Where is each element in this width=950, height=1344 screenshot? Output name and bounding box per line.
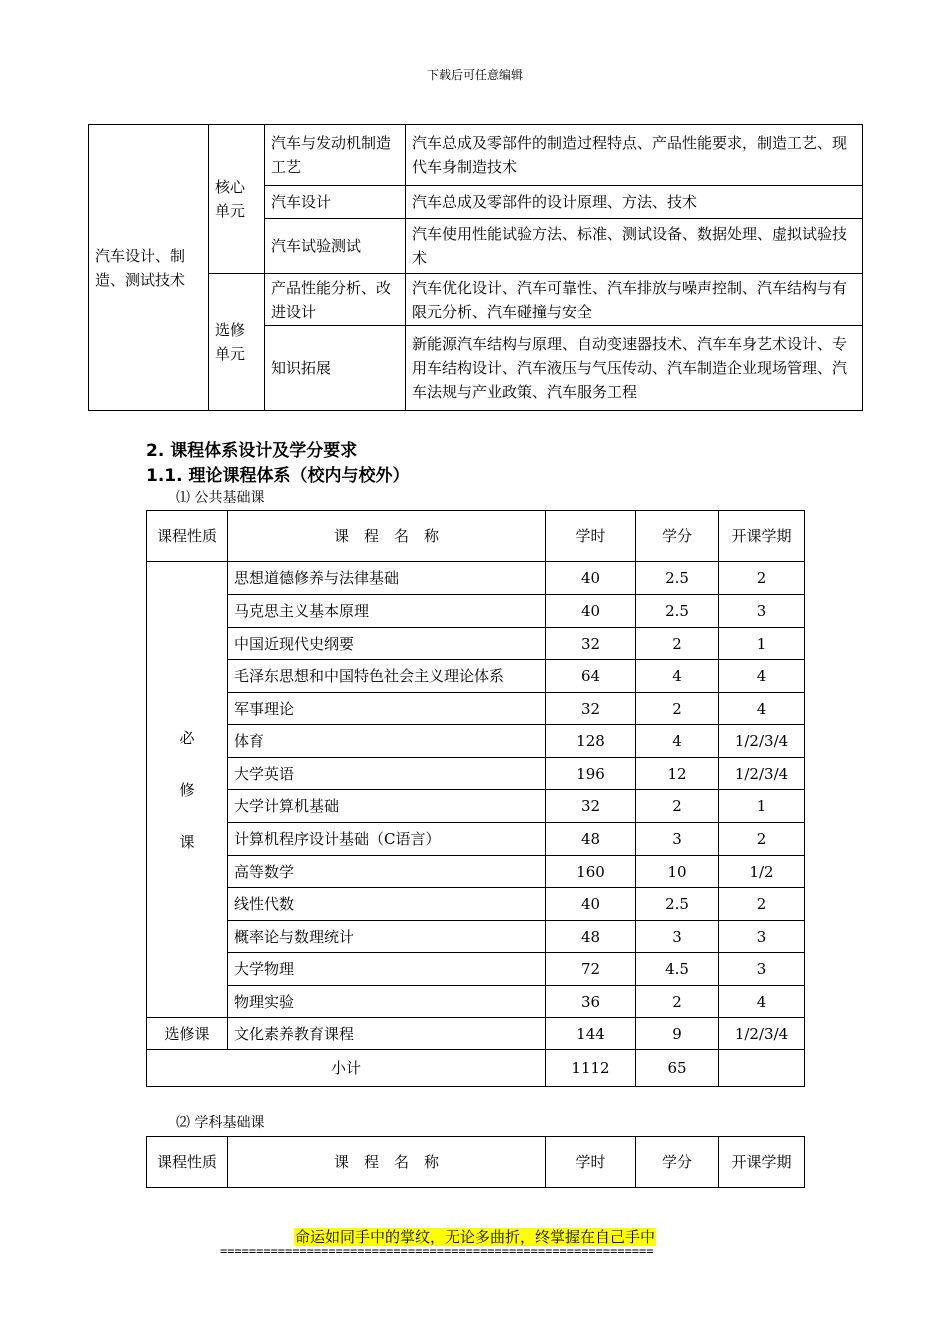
course-name: 高等数学 xyxy=(228,856,546,888)
course-term: 3 xyxy=(719,595,805,628)
course-hours: 48 xyxy=(546,921,636,953)
course-name: 思想道德修养与法律基础 xyxy=(228,562,546,595)
section-heading-1-1: 1.1. 理论课程体系（校内与校外） xyxy=(146,466,410,486)
course-hours: 72 xyxy=(546,953,636,986)
course-hours: 40 xyxy=(546,888,636,921)
header-nature: 课程性质 xyxy=(147,511,228,562)
course-credits: 2 xyxy=(636,628,719,660)
course-hours: 64 xyxy=(546,660,636,693)
course-credits: 3 xyxy=(636,823,719,856)
subtotal-label: 小计 xyxy=(147,1050,546,1087)
course-hours: 32 xyxy=(546,790,636,823)
course-hours: 32 xyxy=(546,693,636,725)
course-hours: 196 xyxy=(546,758,636,790)
course-credits: 10 xyxy=(636,856,719,888)
subtotal-credits: 65 xyxy=(636,1050,719,1087)
content-cell: 汽车总成及零部件的设计原理、方法、技术 xyxy=(406,186,863,219)
header-credits: 学分 xyxy=(636,1137,719,1188)
course-term: 4 xyxy=(719,660,805,693)
elective-unit-cell: 选修单元 xyxy=(209,274,265,411)
course-hours: 144 xyxy=(546,1018,636,1050)
course-credits: 2.5 xyxy=(636,888,719,921)
header-term: 开课学期 xyxy=(719,1137,805,1188)
header-hours: 学时 xyxy=(546,1137,636,1188)
discipline-basic-course-table xyxy=(146,1136,805,1188)
course-hours: 48 xyxy=(546,823,636,856)
header-course-name: 课 程 名 称 xyxy=(228,511,546,562)
course-cell: 知识拓展 xyxy=(265,326,406,411)
subsection-public-basic: ⑴ 公共基础课 xyxy=(176,490,265,506)
area-cell: 汽车设计、制造、测试技术 xyxy=(89,125,209,411)
course-hours: 40 xyxy=(546,562,636,595)
course-hours: 36 xyxy=(546,986,636,1018)
top-course-unit-table xyxy=(88,124,863,411)
course-term: 4 xyxy=(719,693,805,725)
course-term: 2 xyxy=(719,823,805,856)
course-name: 物理实验 xyxy=(228,986,546,1018)
subtotal-term xyxy=(719,1050,805,1087)
header-nature: 课程性质 xyxy=(147,1137,228,1188)
course-term: 3 xyxy=(719,953,805,986)
header-note: 下载后可任意编辑 xyxy=(426,68,523,82)
course-name: 大学物理 xyxy=(228,953,546,986)
course-name: 毛泽东思想和中国特色社会主义理论体系 xyxy=(228,660,546,693)
course-hours: 128 xyxy=(546,725,636,758)
course-term: 1 xyxy=(719,790,805,823)
header-course-name: 课 程 名 称 xyxy=(228,1137,546,1188)
course-term: 4 xyxy=(719,986,805,1018)
core-unit-cell: 核心单元 xyxy=(209,125,265,274)
course-credits: 4 xyxy=(636,660,719,693)
course-credits: 2 xyxy=(636,986,719,1018)
subsection-discipline-basic: ⑵ 学科基础课 xyxy=(176,1115,265,1131)
course-term: 1/2/3/4 xyxy=(719,1018,805,1050)
header-term: 开课学期 xyxy=(719,511,805,562)
course-credits: 4 xyxy=(636,725,719,758)
content-cell: 汽车总成及零部件的制造过程特点、产品性能要求，制造工艺、现代车身制造技术 xyxy=(406,125,863,186)
section-heading-2: 2. 课程体系设计及学分要求 xyxy=(146,441,358,461)
course-credits: 2 xyxy=(636,790,719,823)
course-name: 大学英语 xyxy=(228,758,546,790)
course-name: 线性代数 xyxy=(228,888,546,921)
header-credits: 学分 xyxy=(636,511,719,562)
course-hours: 160 xyxy=(546,856,636,888)
course-name: 军事理论 xyxy=(228,693,546,725)
course-credits: 2 xyxy=(636,693,719,725)
content-cell: 汽车优化设计、汽车可靠性、汽车排放与噪声控制、汽车结构与有限元分析、汽车碰撞与安全 xyxy=(406,274,863,326)
subtotal-hours: 1112 xyxy=(546,1050,636,1087)
footer-rule: ============================================================ xyxy=(220,1244,654,1258)
elective-course-label: 选修课 xyxy=(147,1018,228,1050)
course-term: 1/2 xyxy=(719,856,805,888)
course-cell: 汽车设计 xyxy=(265,186,406,219)
course-term: 2 xyxy=(719,888,805,921)
course-name: 计算机程序设计基础（C语言） xyxy=(228,823,546,856)
course-credits: 2.5 xyxy=(636,595,719,628)
course-term: 1/2/3/4 xyxy=(719,725,805,758)
course-term: 1/2/3/4 xyxy=(719,758,805,790)
course-name: 马克思主义基本原理 xyxy=(228,595,546,628)
content-cell: 汽车使用性能试验方法、标准、测试设备、数据处理、虚拟试验技术 xyxy=(406,219,863,274)
course-cell: 汽车与发动机制造工艺 xyxy=(265,125,406,186)
course-term: 3 xyxy=(719,921,805,953)
course-hours: 32 xyxy=(546,628,636,660)
required-course-label: 必 修 课 xyxy=(147,562,228,1018)
course-term: 1 xyxy=(719,628,805,660)
course-name: 体育 xyxy=(228,725,546,758)
course-hours: 40 xyxy=(546,595,636,628)
public-basic-course-table xyxy=(146,510,805,1087)
course-name: 中国近现代史纲要 xyxy=(228,628,546,660)
course-credits: 9 xyxy=(636,1018,719,1050)
course-name: 概率论与数理统计 xyxy=(228,921,546,953)
course-credits: 12 xyxy=(636,758,719,790)
course-credits: 3 xyxy=(636,921,719,953)
course-name: 文化素养教育课程 xyxy=(228,1018,546,1050)
header-hours: 学时 xyxy=(546,511,636,562)
course-credits: 4.5 xyxy=(636,953,719,986)
footer-motto: 命运如同手中的掌纹，无论多曲折，终掌握在自己手中 xyxy=(294,1228,655,1246)
course-cell: 产品性能分析、改进设计 xyxy=(265,274,406,326)
course-cell: 汽车试验测试 xyxy=(265,219,406,274)
course-credits: 2.5 xyxy=(636,562,719,595)
course-term: 2 xyxy=(719,562,805,595)
course-name: 大学计算机基础 xyxy=(228,790,546,823)
content-cell: 新能源汽车结构与原理、自动变速器技术、汽车车身艺术设计、专用车结构设计、汽车液压与气压传动、汽车制造企业现场管理、汽车法规与产业政策、汽车服务工程 xyxy=(406,326,863,411)
